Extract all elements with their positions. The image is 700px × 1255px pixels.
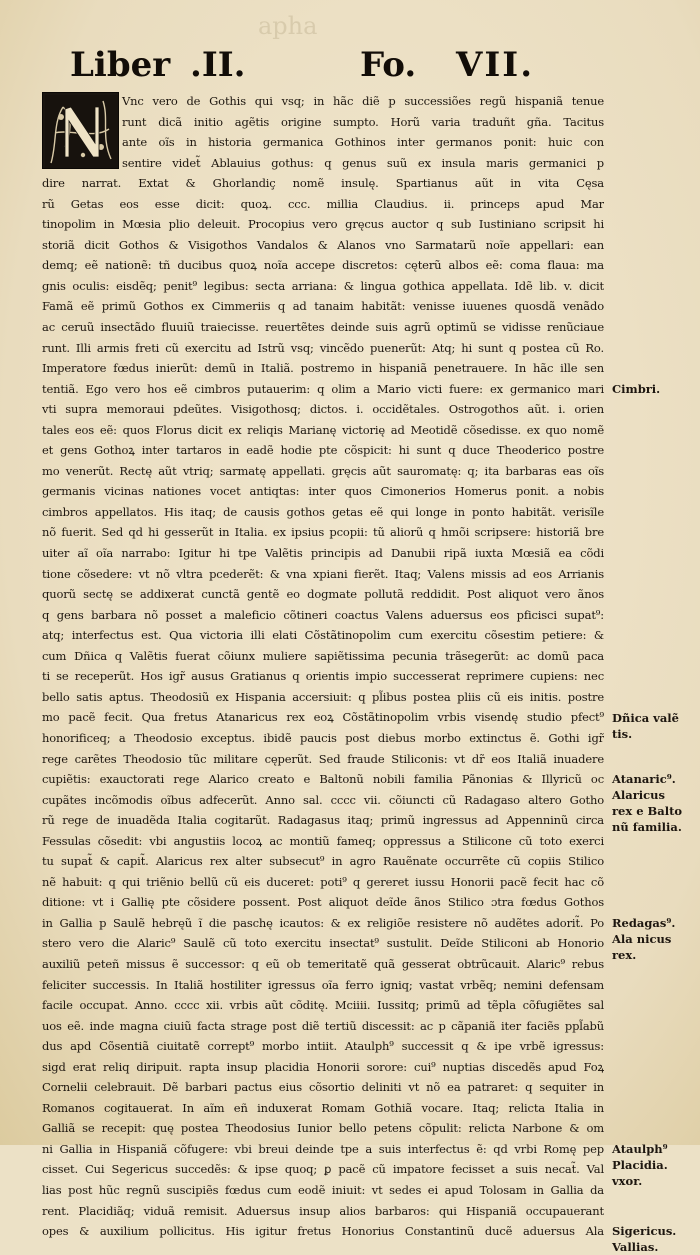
text-line: Fessulas cõsedit: vbi angustiis locoꝝ ac montiũ fameq; oppressus a Stilicone cũ toto exerci [42, 833, 604, 848]
text-line: bello satis aptus. Theodosiũ ex Hispania accersiuit: q pl̃ibus postea pliis cũ eis initis. postre [42, 689, 604, 704]
show-through-text: apha [258, 12, 318, 40]
running-header [0, 40, 700, 90]
text-line: rũ rege de inuadẽda Italia cogitarũt. Radagasus itaq; primũ ingressus ad Appenninũ circa [42, 813, 604, 828]
margin-note [612, 710, 698, 742]
text-line: facile occupat. Anno. cccc xii. vrbis aũt cõditę. Mciiii. Iussitq; primũ ad tẽpla cõfugiẽtes sal [42, 998, 604, 1013]
margin-note-line: nũ familia. [612, 820, 682, 835]
text-line: sentire videt̃ Ablauius gothus: q genus suũ ex insula maris germanici p [122, 155, 604, 170]
text-line: demq; eẽ nationẽ: tñ ducibus quoꝝ noĩa accepe discretos: cęterũ albos eẽ: coma flaua: ma [42, 258, 604, 273]
text-line: ditione: vt i Gallię pte cõsidere possent. Post aliquot deĩde ãnos Stilico ɔtra fœdus Gothos [42, 895, 604, 910]
text-line: et gens Gothoꝝ inter tartaros in eadẽ hodie pte cõspicit: hi sunt q duce Theoderico postre [42, 443, 604, 458]
margin-note [612, 915, 698, 963]
text-line: runt dicã initio agẽtis origine sumpto. Horũ varia traduñt gña. Tacitus [122, 114, 604, 129]
header-folio-number: VII. [456, 45, 535, 85]
text-line: q gens barbara nõ posset a maleficio cõtineri coactus Valens aduersus eos pficisci supat⁹: [42, 607, 604, 622]
header-liber: Liber [70, 45, 171, 85]
margin-note-line: tis. [612, 726, 633, 741]
text-line: dire narrat. Extat & Ghorlandiç nomẽ insulę. Spartianus aũt in vita Cęsa [42, 176, 604, 191]
text-line: in Gallia p Saulẽ hebręũ ĩ die paschę icautos: & ex religiõe resistere nõ audẽtes adorit̃. Po [42, 915, 604, 930]
text-line: Vnc vero de Gothis qui vsq; in hãc diẽ p successiões regũ hispaniã tenue [122, 94, 604, 108]
text-line: cimbros appellatos. His itaq; de causis gothos getas eẽ qui longe in ponto habitãt. verisĩle [42, 504, 604, 519]
margin-note-line: Cimbri. [612, 381, 661, 396]
text-line: mo pacẽ fecit. Qua fretus Atanaricus rex eoꝝ Cõstãtinopolim vrbis visendę studio pfect⁹ [42, 710, 604, 725]
header-folio-label: Fo. [360, 45, 417, 85]
text-line: cisset. Cui Segericus succedẽs: & ipse quoq; ꝑ pacẽ cũ impatore fecisset a suis necat̃. Val [42, 1162, 604, 1177]
text-line: runt. Illi armis freti cũ exercitu ad Istrũ vsq; vincẽdo puenerũt: Atq; hi sunt q postea cũ Ro. [42, 340, 604, 355]
text-line: germanis vicinas nationes vocet antiqtas: inter quos Cimonerios Homerus ponit. a nobis [42, 484, 604, 499]
text-line: uiter aĩ oĩa narrabo: Igitur hi tpe Valẽtis principis ad Danubii ripã iuxta Mœsiã ea cõdi [42, 546, 604, 561]
margin-note-line: Ala nicus [612, 932, 672, 946]
body-text [42, 91, 604, 1242]
text-line: tinopolim in Mœsia plio deleuit. Procopius vero gręcus auctor q sub Iustiniano scripsit hi [42, 217, 604, 232]
text-line: ac ceruũ insectãdo fluuiũ traiecisse. reuertẽtes deinde suis agrũ optimũ se vidisse renũciaue [42, 320, 604, 335]
text-line: Galliã se recepit: quę postea Theodosius Iunior bello petens cõpulit: relicta Narbone & om [42, 1121, 604, 1136]
text-line: rege carẽtes Theodosio tũc militare cęperũt. Sed fraude Stiliconis: vt dr̃ eos Italiã inuadere [42, 751, 604, 766]
text-line: gnis oculis: eisdẽq; penit⁹ legibus: secta arriana: & lingua gothica appellata. Idẽ lib. v. dicit [42, 278, 604, 293]
text-line: auxiliũ peteñ missus ẽ successor: q eũ ob temeritatẽ quã gesserat obtrũcauit. Alaric⁹ rebus [42, 956, 604, 971]
margin-note [612, 1141, 698, 1189]
margin-note-line: vxor. [612, 1174, 643, 1189]
text-line: Famã eẽ primũ Gothos ex Cimmeriis q ad tanaim habitãt: venisse iuuenes quosdã venãdo [42, 299, 604, 314]
text-line: Romanos cogitauerat. In aĩm eñ induxerat Romam Gothiã vocare. Itaq; relicta Italia in [42, 1100, 604, 1115]
text-line: tales eos eẽ: quos Florus dicit ex reliqis Marianę victorię ad Meotidẽ cõsedisse. ex quo nomẽ [42, 422, 604, 437]
header-book-number: .II. [190, 45, 246, 85]
text-line: lias post hũc regnũ suscipiẽs fœdus cum eodẽ iniuit: vt sedes ei apud Tolosam in Gallia da [42, 1182, 604, 1197]
text-line: ni Gallia in Hispaniã cõfugere: vbi breui deinde tpe a suis interfectus ẽ: qd vrbi Romę pep [42, 1141, 604, 1156]
text-line: nõ fuerit. Sed qd hi gesserũt in Italia. ex ipsius pcopii: tũ aliorũ q hmõi scripsere: historiã bre [42, 525, 604, 540]
text-line: tu supat̃ & capit̃. Alaricus rex alter subsecut⁹ in agro Rauẽnate occurrẽte cũ copiis Stilico [42, 854, 604, 869]
text-line: rent. Placidiãq; viduã remisit. Aduersus insup alios barbaros: qui Hispaniã occupauerant [42, 1203, 604, 1218]
text-line: cupãtes incõmodis oĩbus adfecerũt. Anno sal. cccc vii. cõiuncti cũ Radagaso altero Gotho [42, 792, 604, 807]
margin-note-line: Atanaric⁹. [612, 772, 676, 787]
text-line: rũ Getas eos esse dicit: quoꝝ. ccc. millia Claudius. ii. princeps apud Mar [42, 196, 604, 211]
margin-note-line: Redagas⁹. [612, 916, 676, 930]
margin-note [612, 771, 698, 835]
text-line: honorificeq; a Theodosio exceptus. ibidẽ paucis post diebus morbo extinctus ẽ. Gothi igr̃ [42, 730, 604, 745]
text-line: cum Dñica q Valẽtis fuerat cõiunx muliere sapiẽtissima pecunia trãsegerũt: ac domũ paca [42, 648, 604, 663]
text-line: Cornelii celebrauit. Dẽ barbari pactus eius cõsortio deliniti vt nõ ea patraret: q sequiter in [42, 1080, 604, 1095]
margin-note-line: Sigericus. [612, 1224, 677, 1239]
margin-note-line: rex e Balto [612, 804, 683, 819]
margin-note-line: rex. [612, 948, 637, 962]
text-line: tentiã. Ego vero hos eẽ cimbros putauerim: q olim a Mario victi fuere: ex germanico mari [42, 381, 604, 396]
text-line: dus apd Cõsentiã ciuitatẽ corrept⁹ morbo intiit. Ataulph⁹ successit q & ipe vrbẽ igressus: [42, 1039, 604, 1054]
text-line: cupiẽtis: exauctorati rege Alarico creato e Baltonũ nobili familia Pãnonias & Illyricũ oc [42, 772, 604, 787]
margin-note [612, 381, 698, 397]
text-line: uos eẽ. inde magna ciuiũ facta strage post diẽ tertiũ discessit: ac p cãpaniã iter faciẽs ppl̃abũ [42, 1018, 604, 1033]
margin-note-line: Ataulph⁹ [612, 1142, 668, 1157]
text-line: feliciter successis. In Italiã hostiliter igressus oĩa ferro igniq; vastat vrbẽq; nemini defensam [42, 977, 604, 992]
text-line: atq; interfectus est. Qua victoria illi elati Cõstãtinopolim cum exercitu cõsestim petiere: & [42, 628, 604, 643]
text-line: storiã dicit Gothos & Visigothos Vandalos & Alanos vno Sarmatarũ noĩe appellari: ean [42, 237, 604, 252]
text-line: ante oĩs in historia germanica Gothinos inter germanos ponit: huic con [122, 135, 604, 150]
text-line: opes & auxilium pollicitus. His igitur fretus Honorius Constantinũ ducẽ aduersus Ala [42, 1224, 604, 1239]
margin-note [612, 1223, 698, 1255]
text-line: vti supra memoraui pdeũtes. Visigothosq; dictos. i. occidẽtales. Ostrogothos aũt. i. orien [42, 402, 604, 417]
margin-note-line: Vallias. [612, 1240, 659, 1255]
margin-note-line: Placidia. [612, 1158, 668, 1173]
text-line: quorũ sectę se addixerat cunctã gentẽ eo dogmate pollutã reddidit. Post aliquot vero ãnos [42, 587, 604, 602]
text-line: Imperatore fœdus inierũt: demũ in Italiã. postremo in hispaniã penetrauere. In hãc ille sen [42, 361, 604, 376]
text-line: ti se receperũt. Hos igr̃ ausus Gratianus q orientis impio successerat reprimere cupiens: nec [42, 669, 604, 684]
text-line: sigd erat reliq diripuit. rapta insup placidia Honorii sorore: cui⁹ nuptias discedẽs apud Foꝝ [42, 1059, 604, 1074]
text-line: nẽ habuit: q qui triẽnio bellũ cũ eis duceret: poti⁹ q gereret iussu Honorii pacẽ fecit hac cõ [42, 874, 604, 889]
text-line: mo venerũt. Rectę aũt vtriq; sarmatę appellati. gręcis aũt sauromatę: q; ita barbaras eas oĩs [42, 463, 604, 478]
text-line: tione cõsedere: vt nõ vltra pcederẽt: & vna xpiani fierẽt. Itaq; Valens missis ad eos Arrianis [42, 566, 604, 581]
margin-note-line: Alaricus [612, 788, 666, 803]
margin-note-line: Dñica valẽ [612, 710, 679, 725]
text-line: stero vero die Alaric⁹ Saulẽ cũ toto exercitu insectat⁹ sustulit. Deĩde Stiliconi ab Honorio [42, 936, 604, 951]
